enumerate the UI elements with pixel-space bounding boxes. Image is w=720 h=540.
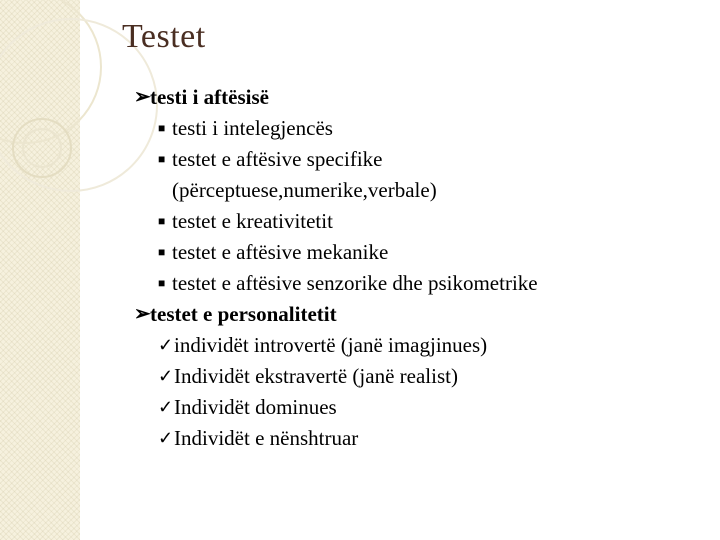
list-item: [134, 144, 714, 175]
check-bullet-icon: ✓: [158, 428, 174, 448]
slide-title: Testet: [122, 18, 206, 55]
list-item-text: testi i intelegjencës: [172, 116, 333, 140]
decorative-side-band: [0, 0, 80, 540]
check-bullet-icon: ✓: [158, 397, 174, 417]
list-item: [134, 299, 714, 330]
list-item-continuation: [134, 175, 714, 206]
arrow-bullet-icon: ➢: [134, 303, 151, 325]
list-item: [134, 423, 714, 454]
list-item-text: Individët ekstravertë (janë realist): [174, 364, 458, 388]
list-item: [134, 237, 714, 268]
list-item: [134, 268, 714, 299]
list-item: [134, 361, 714, 392]
square-bullet-icon: ■: [158, 121, 166, 135]
list-item-text: Individët dominues: [174, 395, 337, 419]
square-bullet-icon: ■: [158, 245, 166, 259]
square-bullet-icon: ■: [158, 276, 166, 290]
square-bullet-icon: ■: [158, 152, 166, 166]
list-item-text: testi i aftësisë: [150, 85, 269, 109]
list-item: [134, 206, 714, 237]
square-bullet-icon: ■: [158, 214, 166, 228]
decorative-ring-small: [22, 128, 62, 168]
list-item-text: testet e kreativitetit: [172, 209, 333, 233]
list-item-text: testet e personalitetit: [150, 302, 337, 326]
list-item-text: testet e aftësive senzorike dhe psikometrike: [172, 271, 538, 295]
list-item: [134, 392, 714, 423]
list-item-text: individët introvertë (janë imagjinues): [174, 333, 488, 357]
list-item: [134, 82, 714, 113]
list-item-text: testet e aftësive specifike: [172, 147, 383, 171]
bullet-list: [134, 82, 714, 454]
list-item-text: Individët e nënshtruar: [174, 426, 359, 450]
list-item-text: testet e aftësive mekanike: [172, 240, 389, 264]
list-item: [134, 113, 714, 144]
list-item: [134, 330, 714, 361]
check-bullet-icon: ✓: [158, 366, 174, 386]
check-bullet-icon: ✓: [158, 335, 174, 355]
list-item-text: (përceptuese,numerike,verbale): [172, 178, 437, 202]
arrow-bullet-icon: ➢: [134, 86, 151, 108]
